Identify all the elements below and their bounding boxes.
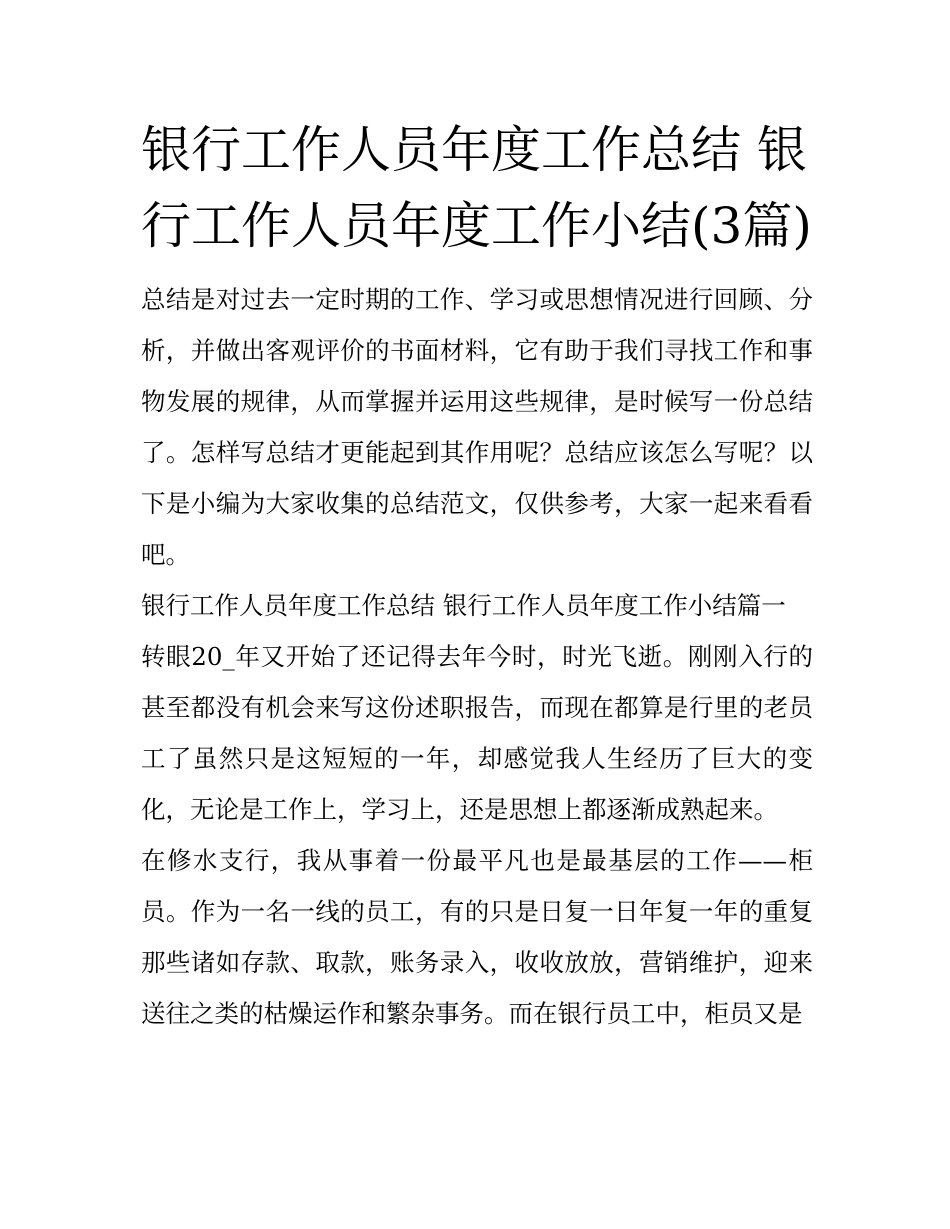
section-heading: 银行工作人员年度工作总结 银行工作人员年度工作小结篇一 bbox=[141, 591, 786, 620]
body-paragraph: 转眼20_年又开始了还记得去年今时，时光飞逝。刚刚入行的甚至都没有机会来写这份述职报告，而现在都算是行里的老员工了虽然只是这短短的一年，却感觉我人生经历了巨大的变化，无论是工作上，学习上，还是思想上都逐渐成熟起来。 bbox=[141, 642, 813, 824]
body-paragraph: 在修水支行，我从事着一份最平凡也是最基层的工作——柜员。作为一名一线的员工，有的只是日复一日年复一年的重复那些诸如存款、取款，账务录入，收收放放，营销维护，迎来送往之类的枯燥运作和繁杂事务。而在银行员工中，柜员又是 bbox=[141, 846, 813, 1028]
intro-paragraph: 总结是对过去一定时期的工作、学习或思想情况进行回顾、分析，并做出客观评价的书面材料，它有助于我们寻找工作和事物发展的规律，从而掌握并运用这些规律，是时候写一份总结了。怎样写总结才更能起到其作用呢？总结应该怎么写呢？以下是小编为大家收集的总结范文，仅供参考，大家一起来看看吧。 bbox=[141, 285, 813, 569]
document-page bbox=[141, 112, 813, 1039]
document-title: 银行工作人员年度工作总结 银行工作人员年度工作小结(3篇) bbox=[141, 121, 812, 255]
